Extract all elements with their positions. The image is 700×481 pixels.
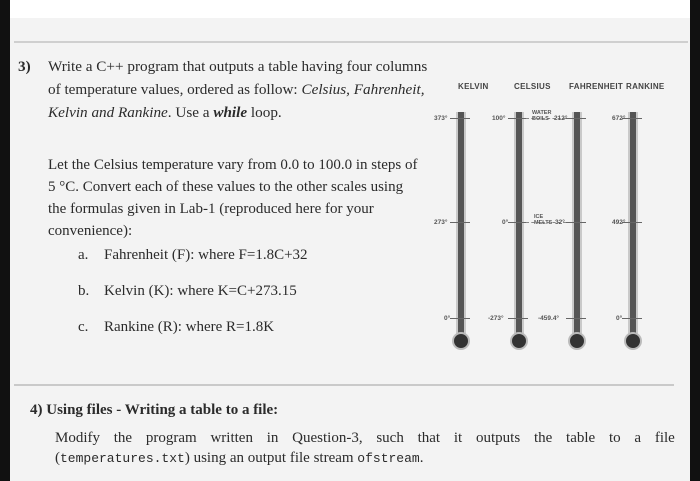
fahrenheit-top-label: 212° [554, 115, 568, 122]
kelvin-thermometer-bulb [452, 332, 470, 350]
right-black-border [690, 0, 700, 481]
question-3-statement [48, 55, 428, 124]
question-3-number: 3) [18, 58, 31, 75]
word: such [376, 430, 404, 446]
word: program [145, 430, 197, 446]
tick-mark [450, 118, 470, 119]
tick-mark [508, 118, 528, 119]
water-boils-note: WATER BOILS [532, 110, 552, 122]
column-heading-celsius: CELSIUS [514, 82, 551, 91]
column-heading-kelvin: KELVIN [458, 82, 489, 91]
celsius-mid-label: 0° [502, 219, 509, 226]
word: Modify [55, 430, 100, 446]
tick-mark [450, 318, 470, 319]
formula-fahrenheit [78, 247, 308, 264]
word: written [210, 430, 253, 446]
filename-code: temperatures.txt [60, 451, 185, 466]
word: table [566, 430, 596, 446]
q4-body-end: . [419, 450, 424, 466]
fahrenheit-mid-label: 32° [555, 219, 565, 226]
word: it [453, 430, 463, 446]
word: in [266, 430, 279, 446]
celsius-bottom-label: -273° [488, 315, 504, 322]
top-margin [10, 0, 690, 18]
celsius-top-label: 100° [492, 115, 506, 122]
kelvin-top-label: 373° [434, 115, 448, 122]
tick-mark [622, 318, 642, 319]
word: that [417, 430, 441, 446]
q3-loop-keyword: while [213, 104, 248, 121]
word: the [533, 430, 553, 446]
column-heading-rankine: RANKINE [626, 82, 665, 91]
word: outputs [475, 430, 521, 446]
formula-rankine [78, 319, 274, 336]
question-4-body [55, 428, 675, 469]
section-divider [14, 384, 674, 386]
q3-scales-order: Celsius, Fahrenheit, Kelvin and Rankine [48, 81, 425, 121]
thermometer-figure [430, 60, 680, 360]
formula-label: b. [78, 283, 90, 299]
question-4-line-2: (temperatures.txt) using an output file stream ofstream. [55, 450, 424, 466]
word: the [113, 430, 133, 446]
formula-label: a. [78, 247, 89, 263]
rankine-thermometer-bulb [624, 332, 642, 350]
question-3-paragraph: Let the Celsius temperature vary from 0.0 to 100.0 in steps of 5 °C. Convert each of these values to the other scales using the formulas given in Lab-1 (reproduced here for your convenience): [48, 157, 418, 239]
left-black-border [0, 0, 10, 481]
rankine-thermometer-tube [628, 112, 638, 334]
tick-mark [508, 222, 528, 223]
kelvin-bottom-label: 0° [444, 315, 451, 322]
formula-label: c. [78, 319, 89, 335]
formula-kelvin [78, 283, 297, 300]
fahrenheit-thermometer-bulb [568, 332, 586, 350]
kelvin-thermometer-tube [456, 112, 466, 334]
ofstream-code: ofstream [357, 451, 420, 466]
formula-text: Kelvin (K): where K=C+273.15 [104, 283, 297, 299]
word: a [634, 430, 642, 446]
column-heading-fahrenheit: FAHRENHEIT [569, 82, 624, 91]
word: Question-3, [292, 430, 363, 446]
q3-intro-text-3: loop. [247, 104, 282, 121]
formula-text: Fahrenheit (F): where F=1.8C+32 [104, 247, 308, 263]
celsius-thermometer-tube [514, 112, 524, 334]
tick-mark [566, 222, 586, 223]
rankine-top-label: 672° [612, 115, 626, 122]
kelvin-mid-label: 273° [434, 219, 448, 226]
word: to [608, 430, 621, 446]
formula-text: Rankine (R): where R=1.8K [104, 319, 275, 335]
question-4-heading: 4) Using files - Writing a table to a file: [30, 402, 279, 418]
tick-mark [566, 118, 586, 119]
q4-body-text: using an output file stream [189, 450, 358, 466]
tick-mark [508, 318, 528, 319]
fahrenheit-thermometer-tube [572, 112, 582, 334]
top-divider [14, 41, 688, 43]
fahrenheit-bottom-label: -459.4° [538, 315, 560, 322]
rankine-mid-label: 492° [612, 219, 626, 226]
question-4-line-1 [55, 428, 675, 448]
q3-intro-text: Write a C++ program that outputs a table having four columns of temperature values, ordered as follow: [48, 58, 428, 98]
ice-melts-note: ICE MELTS [534, 214, 553, 226]
tick-mark [450, 222, 470, 223]
tick-mark [566, 318, 586, 319]
rankine-bottom-label: 0° [616, 315, 623, 322]
word: file [654, 430, 675, 446]
celsius-thermometer-bulb [510, 332, 528, 350]
q3-intro-text-2: . Use a [167, 104, 214, 121]
